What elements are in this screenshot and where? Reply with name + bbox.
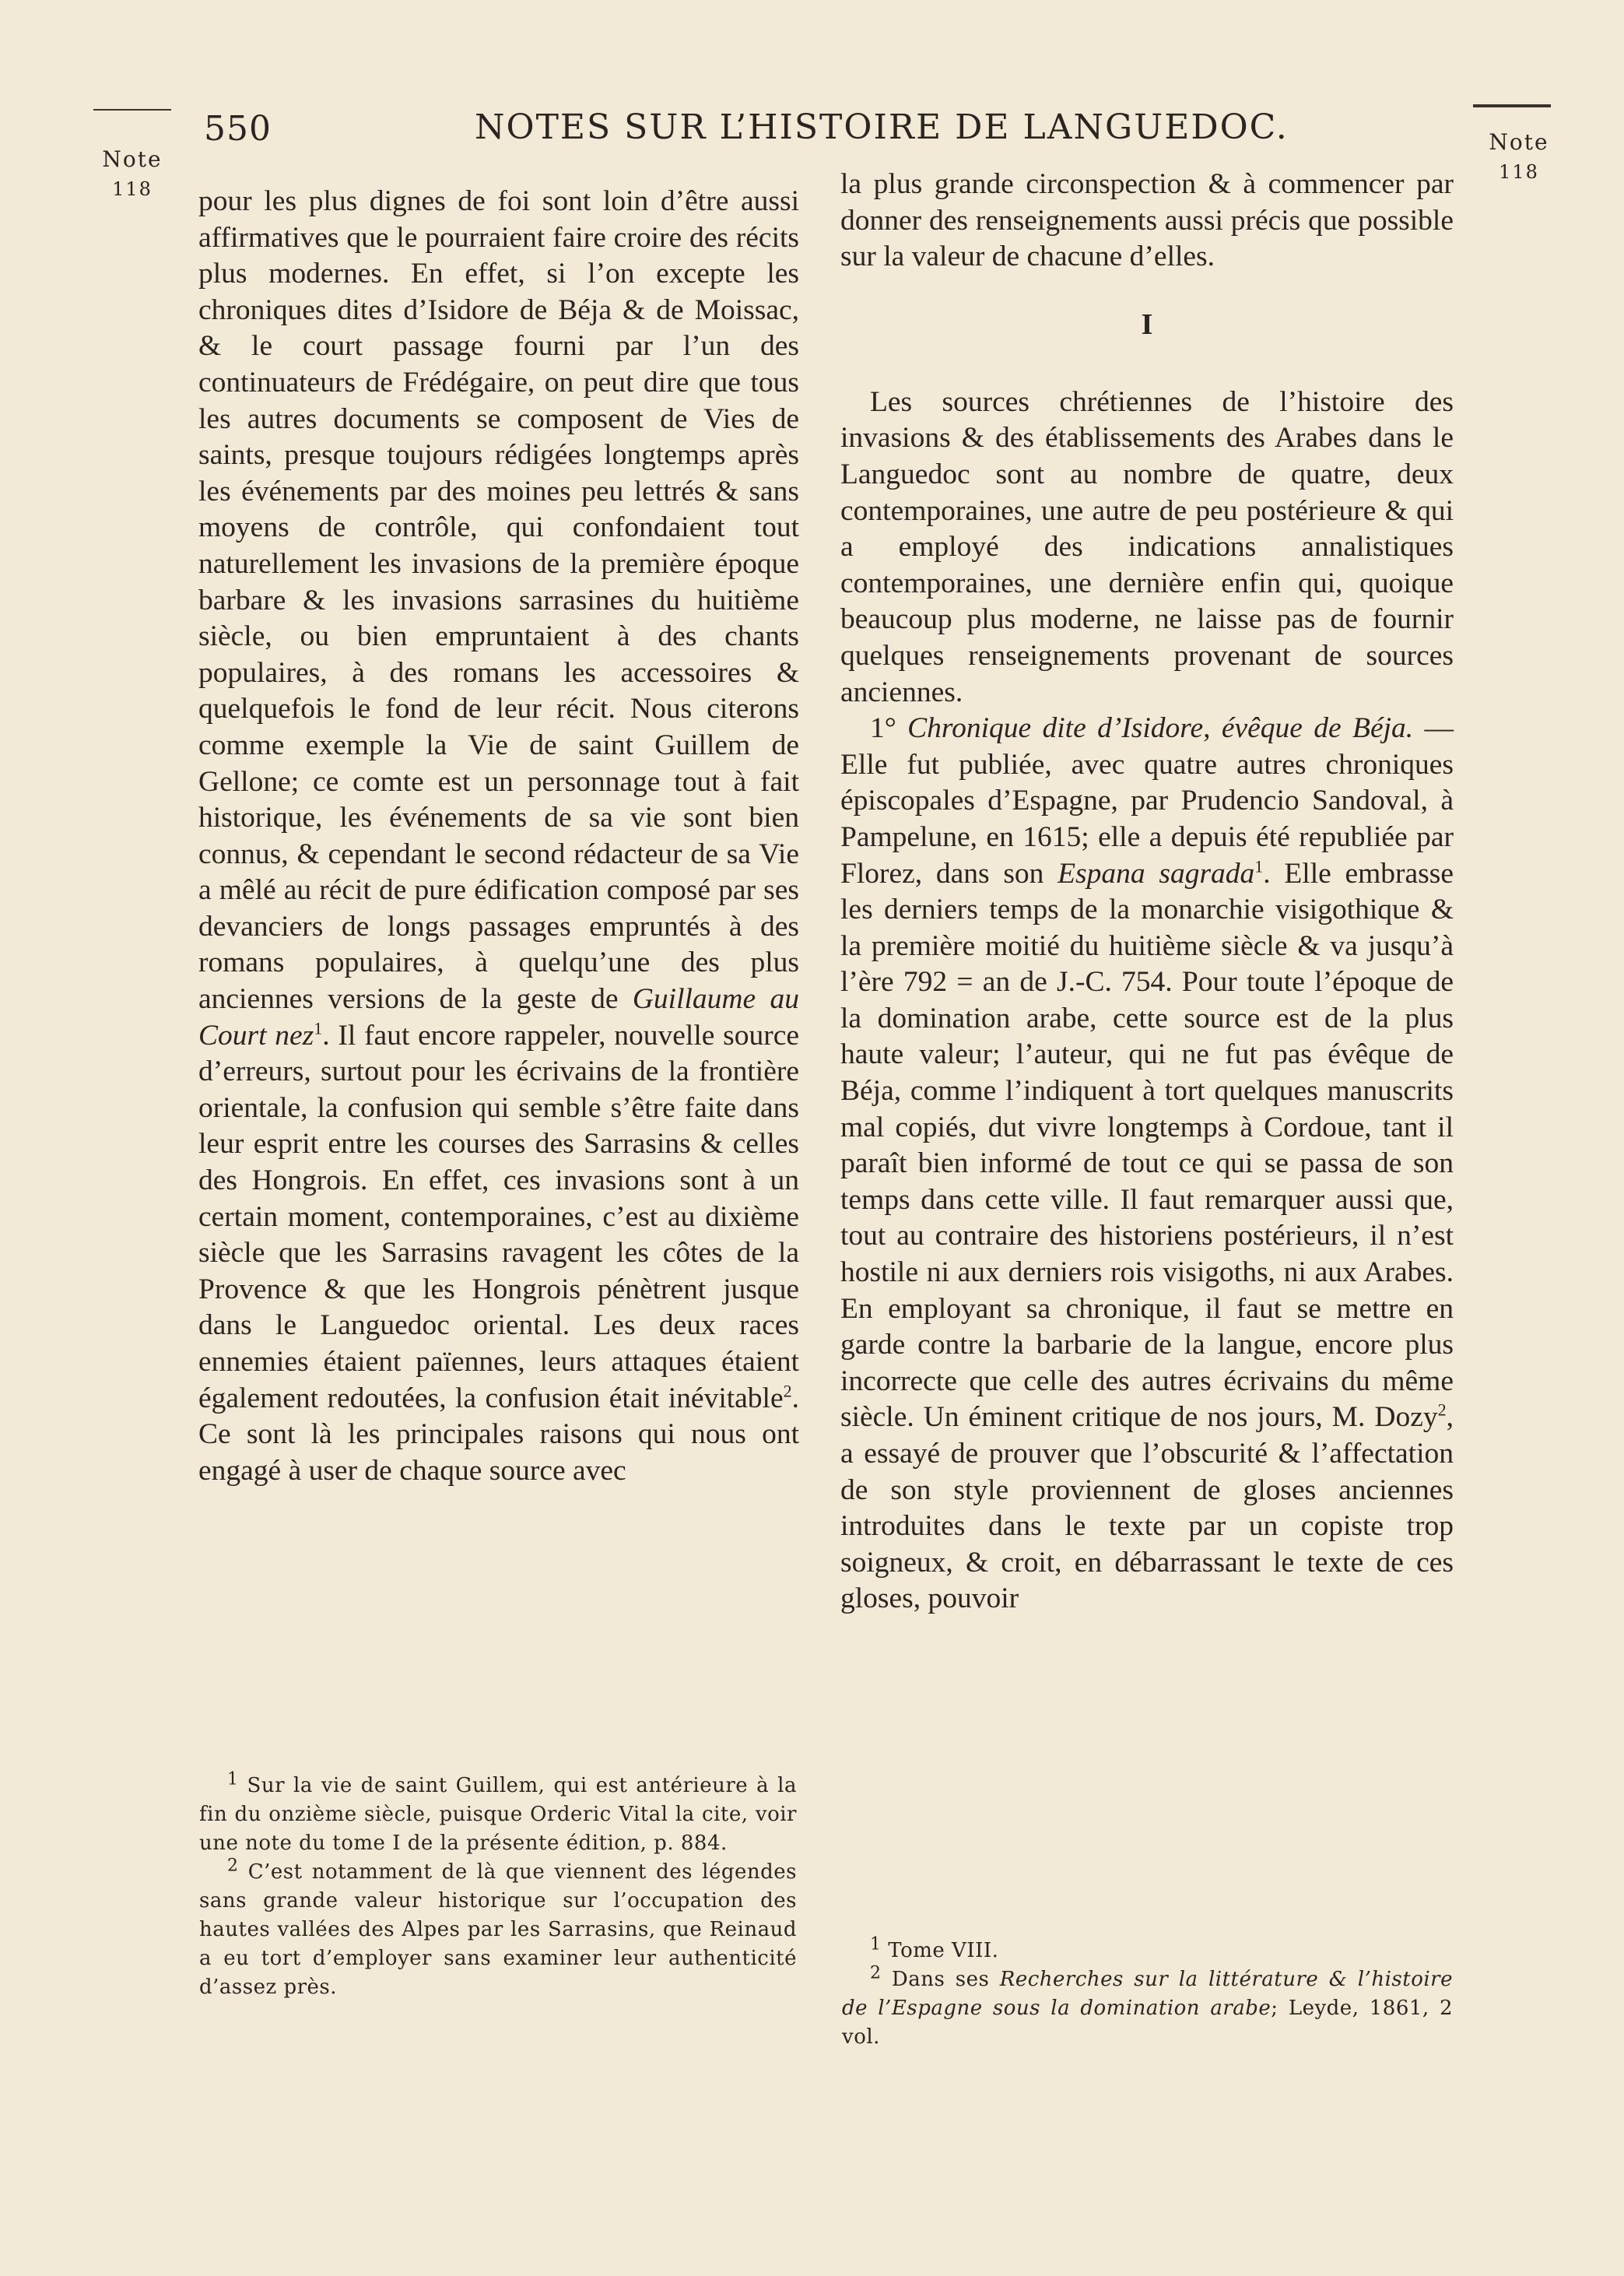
left-column	[198, 184, 799, 1489]
margin-note-label: Note	[102, 146, 163, 172]
continued-paragraph: la plus grande circonspection & à commencer par donner des renseignements aussi précis que possible sur la valeur de chacune d’elles.	[840, 168, 1454, 273]
footnote: $^1$ Tome VIII.	[870, 1934, 999, 1962]
footnote-marker: 2	[1437, 1400, 1447, 1420]
footnote: $^1$ Sur la vie de saint Guillem, qui est antérieure à la fin du onzième siècle, puisque Orderic Vital la cite, voir une note du tome I de la présente édition, p. 884.	[199, 1769, 797, 1855]
footnotes-left	[199, 1769, 797, 2002]
right-column	[840, 167, 1454, 1617]
body-paragraph: pour les plus dignes de foi sont loin d’être aussi affirmatives que le pourraient faire croire des récits plus modernes. En effet, si l’on excepte les chroniques dites d’Isidore de Béja & de Moissac, & le court passage fourni par l’un des continuateurs de Frédégaire, on peut dire que tous les autres documents se composent de Vies de saints, presque toujours rédigées longtemps après les événements par des moines peu lettrés & sans moyens de contrôle, qui confondaient tout naturellement les invasions de la première époque barbare & les invasions sarrasines du huitième siècle, ou bien empruntaient à des chants populaires, à des romans les accessoires & quelquefois le fond de leur récit. Nous citerons comme exemple la Vie de saint Guillem de Gellone; ce comte est un personnage tout à fait historique, les événements de sa vie sont bien connus, & cependant le second rédacteur de sa Vie a mêlé au récit de pure édification composé par ses devanciers de longs passages empruntés à des romans populaires, à quelqu’une des plus anciennes versions de la geste de Guillaume au Court nez$^1$. Il faut encore rappeler, nouvelle source d’erreurs, surtout pour les écrivains de la frontière orientale, la confusion qui semble s’être faite dans leur esprit entre les courses des Sarrasins & celles des Hongrois. En effet, ces invasions sont à un certain moment, contemporaines, c’est au dixième siècle que les Sarrasins ravagent les côtes de la Provence & que les Hongrois pénètrent jusque dans le Languedoc oriental. Les deux races ennemies étaient païennes, leurs attaques étaient également redoutées, la confusion était inévitable$^2$. Ce sont là les principales raisons qui nous ont engagé à user de chaque source avec	[198, 185, 800, 1487]
margin-note-left	[95, 145, 170, 204]
page-number: 550	[204, 109, 272, 149]
footnote-marker: 1	[870, 1934, 882, 1955]
footnote: $^2$ Dans ses Recherches sur la littérature & l’histoire de l’Espagne sous la domination arabe; Leyde, 1861, 2 vol.	[842, 1963, 1453, 2049]
header-rule-left	[93, 109, 171, 111]
footnote-marker: 1	[1254, 856, 1264, 876]
italic-text: Espana sagrada	[1058, 857, 1255, 890]
margin-note-number: 118	[1499, 161, 1539, 183]
footnote-marker: 1	[227, 1769, 239, 1790]
margin-note-number: 118	[112, 178, 153, 200]
footnote-marker: 2	[227, 1856, 239, 1876]
header-rule-right	[1473, 104, 1551, 107]
margin-note-label: Note	[1489, 129, 1549, 155]
footnote-marker: 2	[870, 1963, 882, 1983]
footnote-marker: 1	[314, 1018, 323, 1038]
italic-text: Chronique dite d’Isidore, évêque de Béja.	[907, 712, 1414, 745]
italic-text: Recherches sur la littérature & l’histoire de l’Espagne sous la domination arabe	[842, 1968, 1453, 2020]
italic-text: Guillaume au Court nez	[198, 983, 799, 1052]
footnote-marker: 2	[783, 1381, 792, 1401]
source-item-paragraph: 1° Chronique dite d’Isidore, évêque de Béja. — Elle fut publiée, avec quatre autres chroniques épiscopales d’Espagne, par Prudencio Sandoval, à Pampelune, en 1615; elle a depuis été republiée par Florez, dans son Espana sagrada$^1$. Elle embrasse les derniers temps de la monarchie visigothique & la première moitié du huitième siècle & va jusqu’à l’ère 792 = an de J.-C. 754. Pour toute l’époque de la domination arabe, cette source est de la plus haute valeur; l’auteur, qui ne fut pas évêque de Béja, comme l’indiquent à tort quelques manuscrits mal copiés, dut vivre longtemps à Cordoue, tant il paraît bien informé de tout ce qui se passa de son temps dans cette ville. Il faut remarquer aussi que, tout au contraire des historiens postérieurs, il n’est hostile ni aux derniers rois visigoths, ni aux Arabes. En employant sa chronique, il faut se mettre en garde contre la barbarie de la langue, encore plus incorrecte que celle des autres écrivains du même siècle. Un éminent critique de nos jours, M. Dozy$^2$, a essayé de prouver que l’obscurité & l’affectation de son style proviennent de gloses anciennes introduites dans le texte par un copiste trop soigneux, & croit, en débarrassant le texte de ces gloses, pouvoir	[840, 712, 1454, 1615]
running-title: NOTES SUR L’HISTOIRE DE LANGUEDOC.	[475, 107, 1289, 147]
section-number: I	[1141, 307, 1153, 341]
footnote: $^2$ C’est notamment de là que viennent des légendes sans grande valeur historique sur l’occupation des hautes vallées des Alpes par les Sarrasins, que Reinaud a eu tort d’employer sans examiner leur authenticité d’assez près.	[199, 1856, 797, 1999]
margin-note-right	[1482, 128, 1556, 187]
section-paragraph: Les sources chrétiennes de l’histoire des invasions & des établissements des Arabes dans le Languedoc sont au nombre de quatre, deux contemporaines, une autre de peu postérieure & qui a employé des indications annalistiques contemporaines, une dernière enfin qui, quoique beaucoup plus moderne, ne laisse pas de fournir quelques renseignements provenant de sources anciennes.	[840, 385, 1454, 708]
footnotes-right	[842, 1934, 1453, 2052]
